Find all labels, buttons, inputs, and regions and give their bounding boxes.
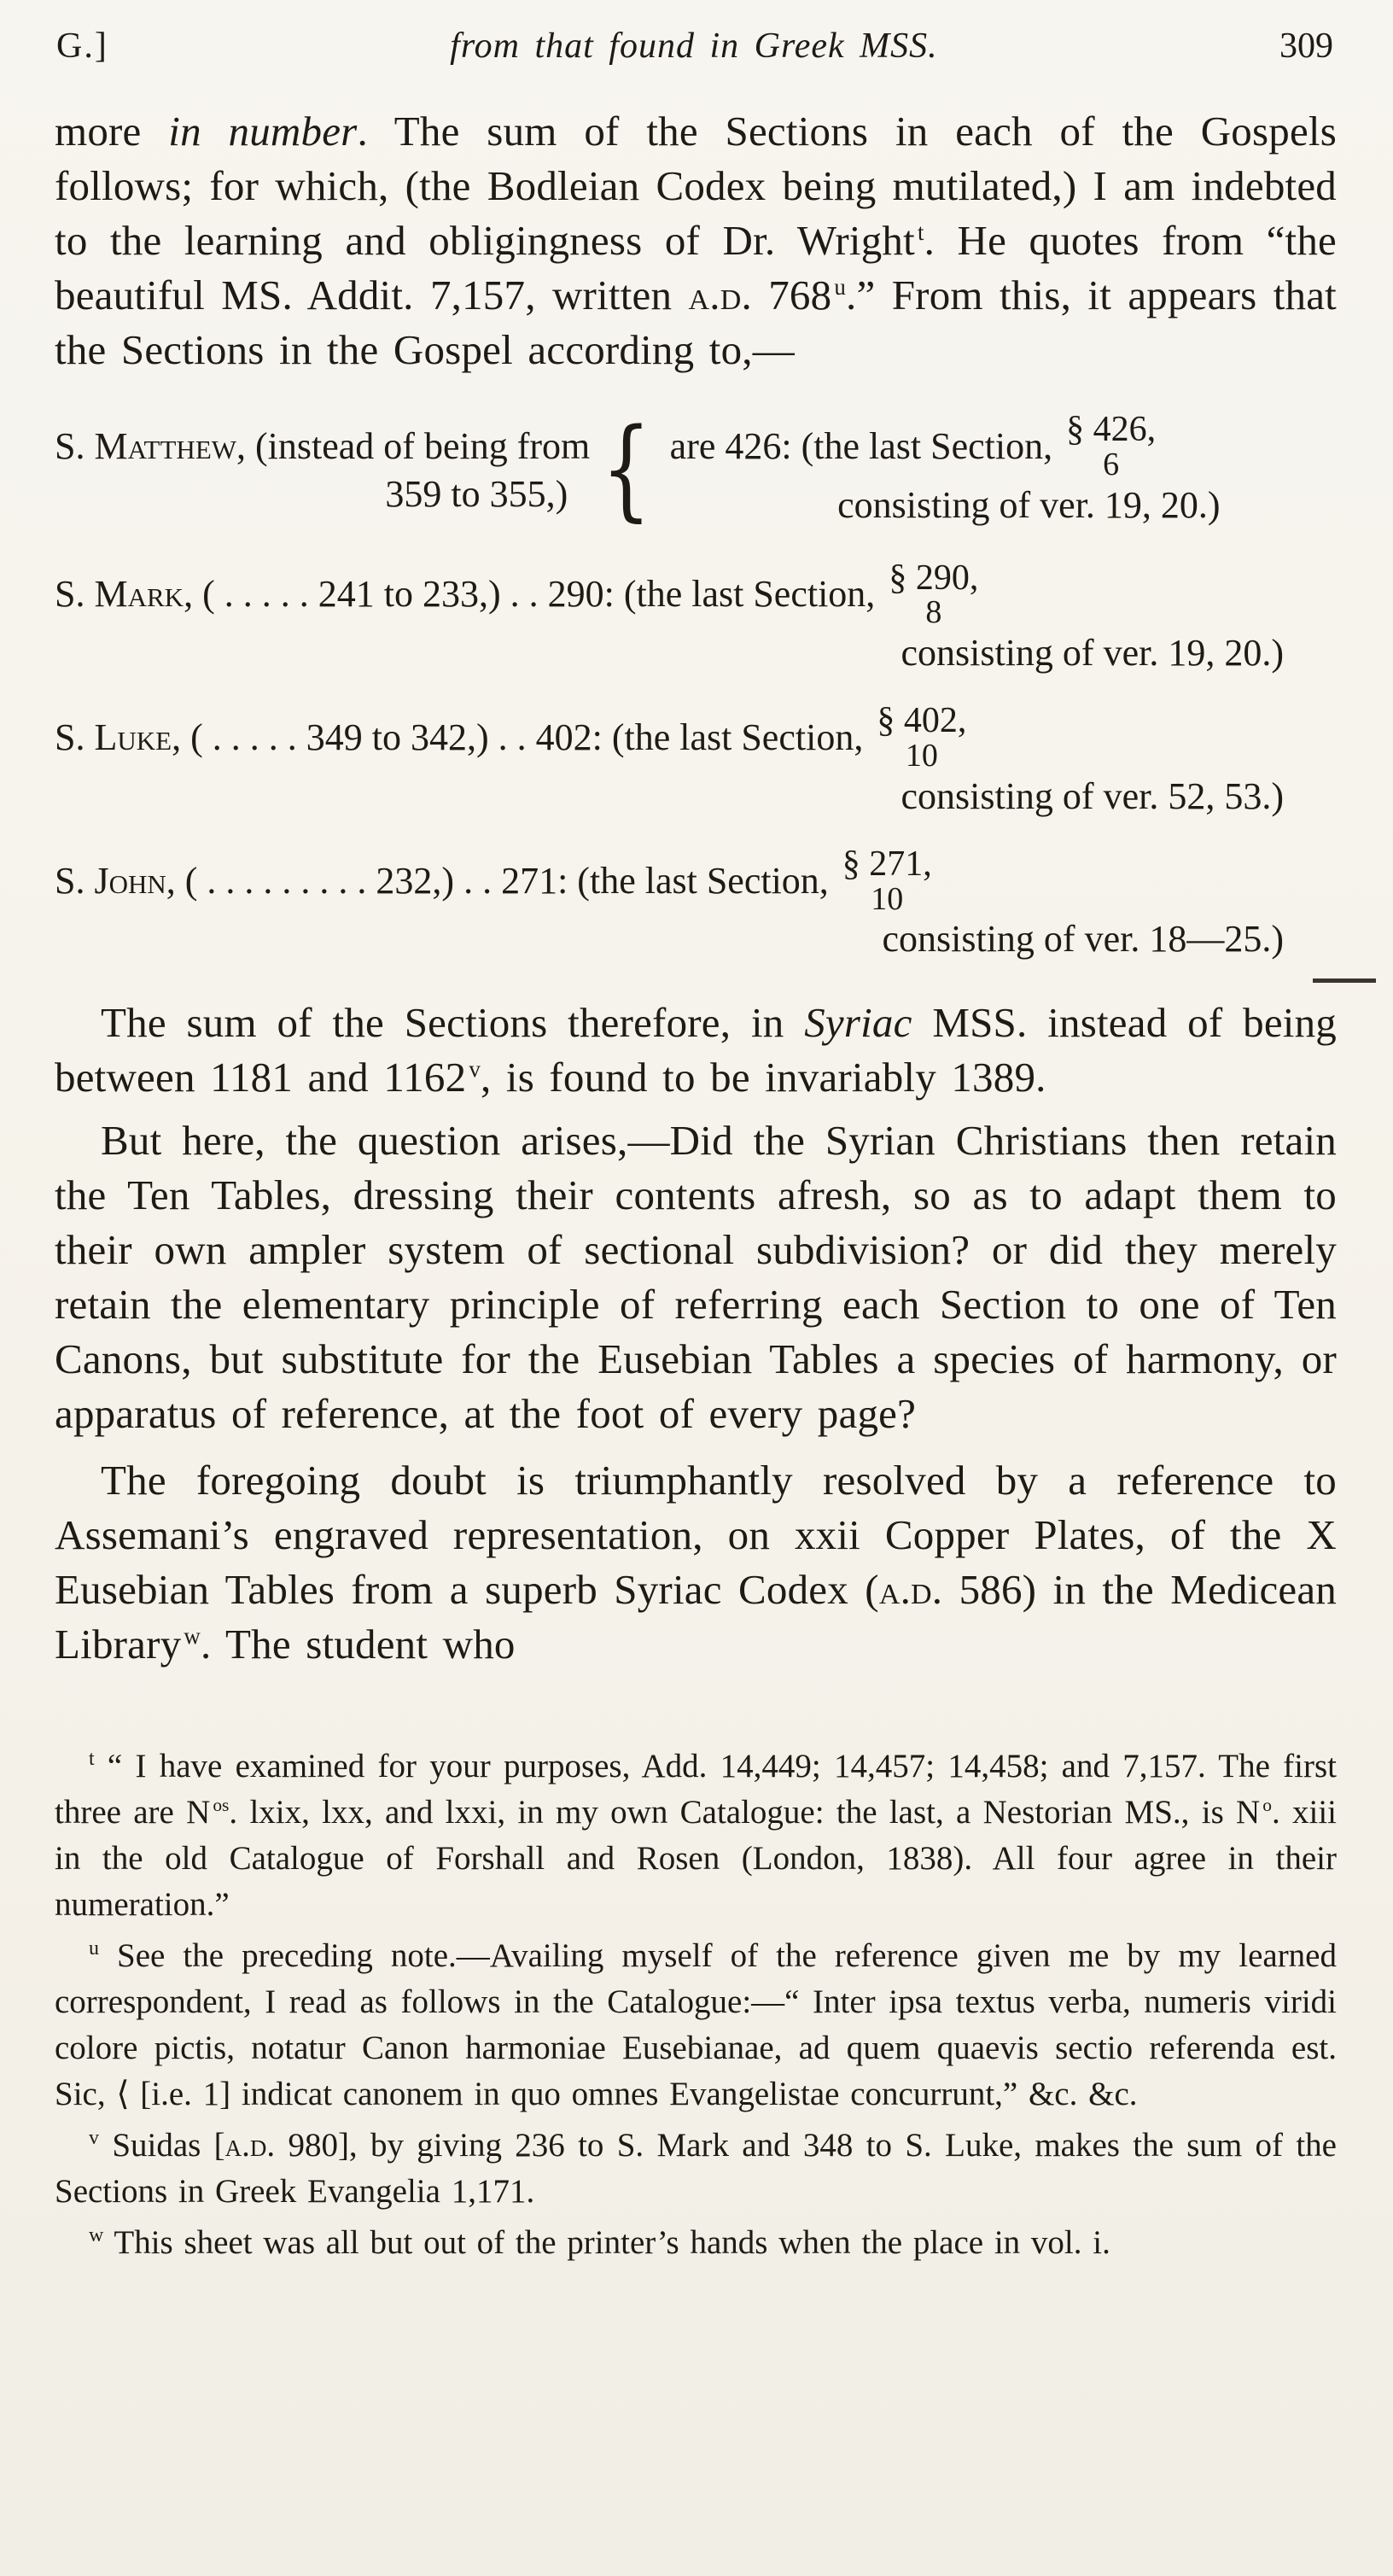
gospel-name: Matthew <box>94 424 237 467</box>
text-run: See the preceding note.—Availing myself of the reference given me by my learned correspondent, I read as follows in the Catalogue:—“ Inter ipsa textus verba, numeris viridi colore pictis, notatur Canon harmoniae Eusebianae, ad quem quaevis sectio referenda est. Sic, ⟨ [i.e. 1] indicat canonem in quo omnes Evangelistae concurrunt,” &c. &c. <box>55 1937 1337 2113</box>
john-consisting-line: consisting of ver. 18—25.) <box>882 918 1284 961</box>
luke-result-line <box>55 703 1337 773</box>
text-run: 586) in the Medicean Library <box>55 1566 1337 1668</box>
section-fraction <box>842 846 932 916</box>
section-subnumber: 8 <box>925 594 942 631</box>
text-run: , (instead of being from <box>236 424 591 467</box>
brace-glyph: { <box>601 406 652 534</box>
text-run: The foregoing doubt is triumphantly resolved by a reference to Assemani’s engraved representation, on xxii Copper Plates, of the X Eusebian Tables from a superb Syriac Codex ( <box>55 1457 1337 1614</box>
footnote-ref-v: v <box>469 1055 481 1082</box>
footnote-ref-u: u <box>834 273 846 300</box>
section-number: § 402, <box>877 701 967 741</box>
running-head <box>50 22 1342 67</box>
footnote-w <box>55 2220 1337 2266</box>
text-run: are 426: (the last Section, <box>669 424 1053 467</box>
footnote-mark-w: w <box>89 2224 104 2247</box>
text-run: This sheet was all but out of the printer’s hands when the place in vol. i. <box>103 2224 1110 2262</box>
gospel-name: John <box>94 859 166 902</box>
text-run: S. <box>55 424 95 467</box>
section-number: § 271, <box>842 844 932 884</box>
text-run: S. <box>55 859 95 902</box>
section-subnumber: 10 <box>871 880 904 917</box>
margin-rule <box>1313 978 1376 983</box>
mark-result-line <box>55 560 1337 630</box>
matthew-right-column <box>670 412 1337 529</box>
text-run: , ( . . . . . 349 to 342,) . . 402: (the last Section, <box>172 716 864 758</box>
section-number: § 290, <box>889 558 979 598</box>
gospel-name: Mark <box>94 573 184 616</box>
mark-consisting-line: consisting of ver. 19, 20.) <box>900 632 1284 675</box>
text-run: , is found to be invariably 1389. <box>480 1054 1046 1101</box>
footnote-v <box>55 2123 1337 2215</box>
text-run: “ I have examined for your purposes, Add. 14,449; 14,457; 14,458; and 7,157. The first three are N <box>55 1748 1337 1831</box>
matthew-line-2: 359 to 355,) <box>385 472 568 515</box>
gospel-row-john <box>55 846 1337 964</box>
text-run: 768 <box>751 272 832 318</box>
text-run <box>55 570 875 618</box>
running-title: from that found in Greek MSS. <box>450 26 938 66</box>
paragraph-1 <box>55 104 1337 377</box>
text-run: The sum of the Sections therefore, in <box>101 999 805 1047</box>
section-subnumber: 10 <box>905 737 938 774</box>
text-run: S. <box>55 716 95 758</box>
superscript-os: os <box>213 1795 230 1816</box>
matthew-result-line <box>670 412 1337 482</box>
text-run-italic: Syriac <box>804 999 912 1047</box>
text-run-smallcaps: a.d. <box>878 1566 943 1614</box>
luke-consisting-line: consisting of ver. 52, 53.) <box>900 774 1284 817</box>
footnote-ref-w: w <box>184 1622 201 1649</box>
text-run: . The student who <box>201 1621 516 1668</box>
section-subnumber: 6 <box>1103 446 1120 482</box>
paragraph-4 <box>55 1453 1337 1672</box>
page-body <box>50 104 1342 1672</box>
john-result-line <box>55 846 1337 916</box>
footnote-mark-v: v <box>89 2127 99 2150</box>
paragraph-3 <box>55 1113 1337 1441</box>
page-number: 309 <box>1279 26 1333 66</box>
footnote-u <box>55 1933 1337 2117</box>
footnote-mark-u: u <box>89 1937 99 1960</box>
text-run-smallcaps: a.d. <box>224 2127 276 2164</box>
footnote-ref-t: t <box>917 219 924 245</box>
text-run: . lxix, lxx, and lxxi, in my own Catalogue: the last, a Nestorian MS., is N <box>229 1794 1261 1831</box>
sections-table <box>55 406 1337 963</box>
text-run: , ( . . . . . 241 to 233,) . . 290: (the last Section, <box>184 573 876 616</box>
text-run: . The sum of the Sections in each of the Gospels follows; for which, (the Bodleian Codex being mutilated,) I am indebted to the learning and obligingness of Dr. Wright <box>55 108 1338 264</box>
text-run: 980], by giving 236 to S. Mark and 348 to S. Luke, makes the sum of the Sections in Greek Evangelia 1,171. <box>55 2127 1337 2211</box>
section-fraction <box>877 703 966 773</box>
text-run-italic: in number <box>168 108 358 155</box>
matthew-left-column <box>55 423 590 518</box>
signature-mark: G.] <box>56 26 108 66</box>
gospel-row-mark <box>55 560 1337 678</box>
text-run: , ( . . . . . . . . . 232,) . . 271: (the last Section, <box>166 859 829 902</box>
gospel-name: Luke <box>94 716 172 758</box>
text-run <box>55 857 829 905</box>
paragraph-2 <box>55 996 1337 1105</box>
text-run: MSS. instead of being between 1181 and 1162 <box>55 999 1337 1101</box>
text-run: .” From this, it appears that the Sections in the Gospel according to,— <box>55 272 1337 373</box>
text-run-smallcaps: a.d. <box>688 272 752 318</box>
text-run: S. <box>55 573 95 616</box>
superscript-o: o <box>1262 1795 1272 1816</box>
text-run: more <box>55 108 169 155</box>
text-run: But here, the question arises,—Did the Syrian Christians then retain the Ten Tables, dressing their contents afresh, so as to adapt them to their own ampler system of sectional subdivision? or did they merely retain the elementary principle of referring each Section to one of Ten Canons, but substitute for the Eusebian Tables a species of harmony, or apparatus of reference, at the foot of every page? <box>55 1117 1337 1438</box>
section-fraction <box>1066 412 1156 482</box>
section-number: § 426, <box>1066 410 1157 449</box>
footnote-mark-t: t <box>89 1748 95 1771</box>
text-run: Suidas [ <box>99 2127 225 2164</box>
text-run <box>55 714 863 762</box>
text-run: . xiii in the old Catalogue of Forshall and Rosen (London, 1838). All four agree in their numeration.” <box>55 1794 1337 1924</box>
text-run: . He quotes from “the beautiful MS. Addit. 7,157, written <box>55 217 1337 318</box>
section-fraction <box>889 560 978 630</box>
footnotes-block <box>50 1744 1342 2266</box>
matthew-line-1 <box>55 423 590 470</box>
gospel-row-luke <box>55 703 1337 821</box>
footnote-t <box>55 1744 1337 1928</box>
gospel-row-matthew <box>55 406 1337 534</box>
matthew-consisting-line: consisting of ver. 19, 20.) <box>837 483 1221 526</box>
